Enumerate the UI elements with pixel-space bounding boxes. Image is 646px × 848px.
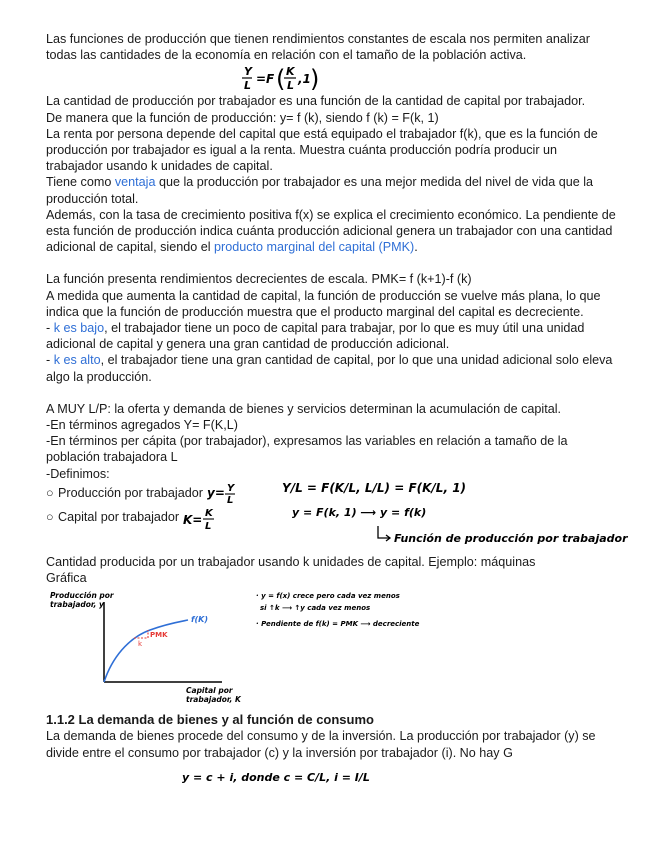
link-ventaja[interactable]: ventaja xyxy=(114,175,156,190)
hand-eq-3-svg xyxy=(282,524,642,546)
paragraph-4: Tiene como ventaja que la producción por trabajador es una mejor medida del nivel de vida que la producción total. xyxy=(46,175,594,206)
svg-text:K: K xyxy=(286,65,295,79)
document-page xyxy=(46,31,628,791)
section-heading: 1.1.2 La demanda de bienes y al función de consumo xyxy=(46,712,374,728)
paragraph-6: La función presenta rendimientos decrecientes de escala. PMK= f (k+1)-f (k) xyxy=(46,272,472,287)
paragraph-15: Gráfica xyxy=(46,571,87,586)
intro-paragraph: Las funciones de producción que tienen rendimientos constantes de escala nos permiten analizar todas las cantidades de la economía en relación con el tamaño de la población activa. xyxy=(46,32,590,63)
paragraph-7: A medida que aumenta la cantidad de capital, la función de producción se vuelve más plana, lo que indica que la función de producción muestra que el producto marginal del capital es decreciente. xyxy=(46,288,601,319)
def-item-2: ○ Capital por trabajador K= K L xyxy=(46,502,221,532)
hand-eq-2: y = F(k, 1) ⟶ y = f(k) xyxy=(292,505,427,519)
hand-eq-3-row xyxy=(46,531,628,554)
hand-eq-1: Y/L = F(K/L, L/L) = F(K/L, 1) xyxy=(282,480,467,495)
link-pmk[interactable]: producto marginal del capital (PMK) xyxy=(214,240,415,255)
paragraph-9: - k es alto, el trabajador tiene una gran cantidad de capital, por lo que una unidad adicional solo eleva algo la producción. xyxy=(46,353,613,384)
circle-bullet-icon: ○ xyxy=(46,485,54,500)
frac-y: Y xyxy=(244,65,252,79)
paragraph-16: La demanda de bienes procede del consumo y de la inversión. La producción por trabajador (y) se divide entre el consumo por trabajador (c) y la inversión por trabajador (i). No hay G xyxy=(46,729,596,760)
svg-text:K: K xyxy=(205,507,213,519)
graph-block xyxy=(46,586,616,712)
handwritten-equations xyxy=(282,470,622,530)
svg-text:K=: K= xyxy=(183,512,203,527)
paragraph-14: Cantidad producida por un trabajador usando k unidades de capital. Ejemplo: máquinas xyxy=(46,554,536,569)
paragraph-8: - k es bajo, el trabajador tiene un poco de capital para trabajar, por lo que es muy útil una unidad adicional de capital y genera una gran cantidad de producción adicional. xyxy=(46,321,585,352)
graph-xlabel-2: trabajador, K xyxy=(186,695,241,705)
svg-text:y=: y= xyxy=(206,485,225,500)
pmk-label: PMK xyxy=(150,631,168,640)
paragraph-10: A MUY L/P: la oferta y demanda de bienes y servicios determinan la acumulación de capital. xyxy=(46,401,561,416)
svg-text:): ) xyxy=(310,65,320,94)
paragraph-3: La renta por persona depende del capital que está equipado el trabajador f(k), que es la función de producción por trabajador es igual a la renta. Muestra cuánta producción podría producir un trabajador usando k unidades de capital. xyxy=(46,126,598,174)
paragraph-5: Además, con la tasa de crecimiento positiva f(x) se explica el crecimiento económico. La pendiente de esta función de producción indica cuánta producción adicional genera un trabajador con una cantidad adicional de capital, siendo el producto marginal del capital (PMK). xyxy=(46,207,616,255)
formula-last-text: y = c + i, donde c = C/L, i = I/L xyxy=(182,770,370,784)
production-curve xyxy=(104,620,188,682)
graph-note-1: · y = f(x) crece pero cada vez menos xyxy=(256,592,400,601)
paragraph-12: -En términos per cápita (por trabajador), expresamos las variables en relación a tamaño de la población trabajadora L xyxy=(46,434,568,465)
svg-text:L: L xyxy=(287,79,295,93)
formula-last xyxy=(182,765,442,795)
svg-text:Y: Y xyxy=(226,482,235,494)
paragraph-11: -En términos agregados Y= F(K,L) xyxy=(46,418,238,433)
k-label: k xyxy=(138,640,143,649)
paragraph-13: -Definimos: xyxy=(46,466,110,481)
formula-yl-svg xyxy=(242,63,362,93)
svg-text:L: L xyxy=(226,494,234,504)
svg-text:=F: =F xyxy=(256,72,275,87)
svg-text:(: ( xyxy=(276,65,286,94)
svg-text:L: L xyxy=(205,520,212,532)
link-k-bajo[interactable]: k es bajo xyxy=(53,321,105,336)
link-k-alto[interactable]: k es alto xyxy=(53,353,101,368)
graph-note-2: si ↑k ⟶ ↑y cada vez menos xyxy=(260,604,371,613)
def-item-1: ○ Producción por trabajador y= Y L xyxy=(46,482,243,504)
frac-l: L xyxy=(244,79,252,93)
graph-ylabel-2: trabajador, y xyxy=(50,600,104,610)
graph-note-3: · Pendiente de f(k) = PMK ⟶ decreciente xyxy=(256,620,420,629)
graph-xlabel-1: Capital por xyxy=(186,686,233,696)
graph-ylabel-1: Producción por xyxy=(50,591,114,601)
paragraph-2: De manera que la función de producción: y= f (k), siendo f (k) = F(k, 1) xyxy=(46,110,439,125)
circle-bullet-icon: ○ xyxy=(46,509,54,524)
paragraph-1: La cantidad de producción por trabajador es una función de la cantidad de capital por trabajador. xyxy=(46,94,586,109)
hand-eq-3: Función de producción por trabajador xyxy=(394,531,628,545)
formula-last-block xyxy=(46,761,616,791)
def1-formula xyxy=(207,482,243,504)
production-graph xyxy=(46,586,606,712)
svg-text:,1: ,1 xyxy=(298,72,311,87)
def2-formula xyxy=(181,502,221,532)
curve-label: f(K) xyxy=(191,615,208,625)
formula-yl xyxy=(46,63,616,93)
